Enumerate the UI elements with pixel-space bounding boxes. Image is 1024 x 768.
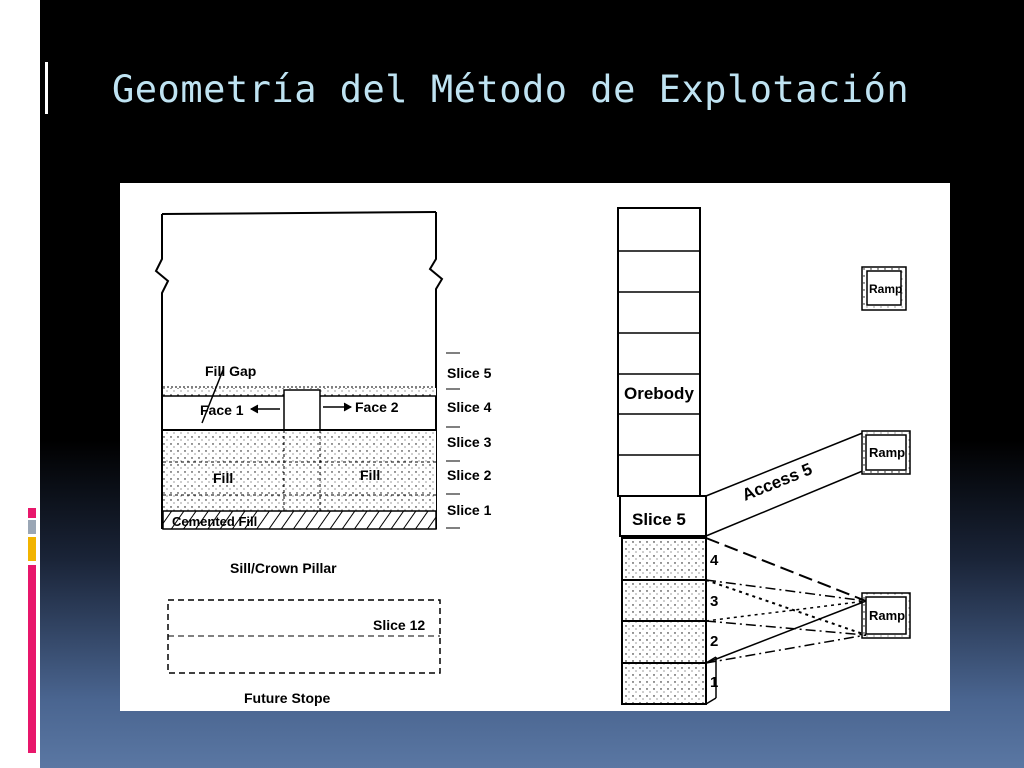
slice-1-label: Slice 1 (447, 502, 492, 518)
accent-bar-2 (28, 520, 36, 534)
slide-title: Geometría del Método de Explotación (112, 68, 910, 111)
face1-label: Face 1 (200, 402, 244, 418)
level-2-label: 2 (710, 633, 719, 650)
slice-12-label: Slice 12 (373, 617, 426, 633)
slice-3-label: Slice 3 (447, 434, 492, 450)
stope-section-diagram (156, 212, 460, 673)
face2-label: Face 2 (355, 399, 399, 415)
ramp-bottom-label: Ramp (869, 608, 906, 623)
accent-bar-1 (28, 508, 36, 518)
orebody-access-diagram (618, 208, 910, 704)
mining-method-figure (120, 183, 950, 711)
level-3-label: 3 (710, 593, 719, 610)
level-4-label: 4 (710, 552, 719, 569)
access5-label: Access 5 (739, 459, 815, 505)
ramp-middle-label: Ramp (869, 445, 906, 460)
cemented-fill-label: Cemented Fill (172, 514, 258, 529)
accent-bar-4 (28, 565, 36, 753)
slice5-box-label: Slice 5 (632, 510, 686, 529)
fill-left-label: Fill (213, 470, 234, 486)
orebody-label: Orebody (624, 384, 694, 403)
accent-bar-3 (28, 537, 36, 561)
slice-5-label: Slice 5 (447, 365, 492, 381)
fill-right-label: Fill (360, 467, 381, 483)
title-decoration-icon (18, 62, 48, 114)
slice-2-label: Slice 2 (447, 467, 492, 483)
level-1-label: 1 (710, 674, 719, 691)
fill-gap-label: Fill Gap (205, 363, 257, 379)
ramp-top-label: Ramp (869, 282, 903, 296)
future-stope-label: Future Stope (244, 690, 331, 706)
slice-4-label: Slice 4 (447, 399, 492, 415)
sill-crown-pillar-label: Sill/Crown Pillar (230, 560, 337, 576)
